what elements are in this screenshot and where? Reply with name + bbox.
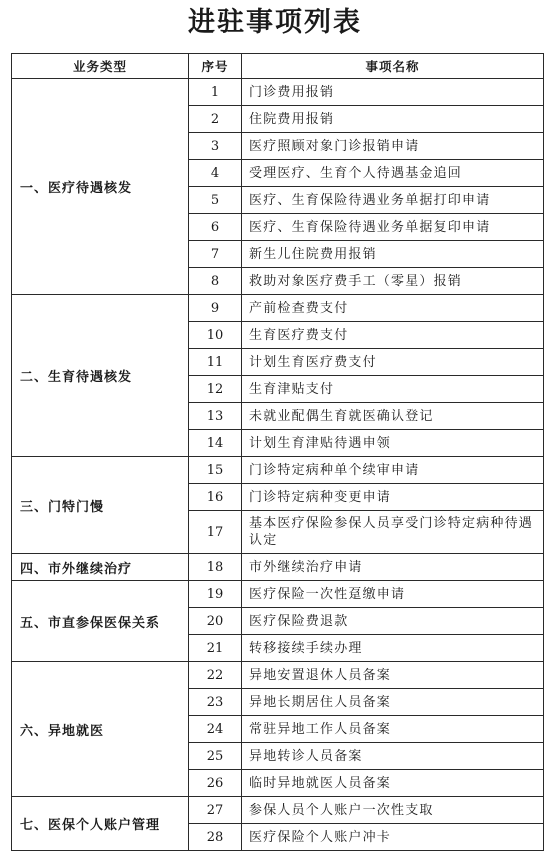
item-number-cell: 25	[189, 743, 242, 770]
item-name-cell: 参保人员个人账户一次性支取	[242, 797, 544, 824]
item-name-cell: 生育津贴支付	[242, 376, 544, 403]
item-name-cell: 未就业配偶生育就医确认登记	[242, 403, 544, 430]
category-cell: 四、市外继续治疗	[12, 554, 189, 581]
item-number-cell: 6	[189, 214, 242, 241]
page-title: 进驻事项列表	[188, 7, 362, 38]
item-number-cell: 27	[189, 797, 242, 824]
item-number-cell: 4	[189, 160, 242, 187]
item-number-cell: 3	[189, 133, 242, 160]
item-name-cell: 医疗、生育保险待遇业务单据复印申请	[242, 214, 544, 241]
header-category: 业务类型	[12, 54, 189, 79]
table-row	[12, 662, 544, 689]
header-item: 事项名称	[242, 54, 544, 79]
item-number-cell: 1	[189, 79, 242, 106]
category-cell: 五、市直参保医保关系	[12, 581, 189, 662]
table-row	[12, 797, 544, 824]
item-number-cell: 5	[189, 187, 242, 214]
items-table	[11, 53, 544, 851]
item-number-cell: 8	[189, 268, 242, 295]
item-name-cell: 计划生育医疗费支付	[242, 349, 544, 376]
item-name-cell: 异地长期居住人员备案	[242, 689, 544, 716]
item-number-cell: 20	[189, 608, 242, 635]
header-row	[12, 54, 544, 79]
item-number-cell: 18	[189, 554, 242, 581]
category-cell: 二、生育待遇核发	[12, 295, 189, 457]
item-name-cell: 住院费用报销	[242, 106, 544, 133]
item-name-cell: 异地转诊人员备案	[242, 743, 544, 770]
item-number-cell: 24	[189, 716, 242, 743]
table-row	[12, 581, 544, 608]
item-name-cell: 受理医疗、生育个人待遇基金追回	[242, 160, 544, 187]
item-number-cell: 14	[189, 430, 242, 457]
item-name-cell: 医疗保险一次性趸缴申请	[242, 581, 544, 608]
item-number-cell: 28	[189, 824, 242, 851]
item-name-cell: 生育医疗费支付	[242, 322, 544, 349]
item-name-cell: 计划生育津贴待遇申领	[242, 430, 544, 457]
category-cell: 七、医保个人账户管理	[12, 797, 189, 851]
item-name-cell: 常驻异地工作人员备案	[242, 716, 544, 743]
item-number-cell: 2	[189, 106, 242, 133]
item-name-cell: 临时异地就医人员备案	[242, 770, 544, 797]
item-number-cell: 21	[189, 635, 242, 662]
item-number-cell: 12	[189, 376, 242, 403]
item-name-cell: 基本医疗保险参保人员享受门诊特定病种待遇认定	[242, 511, 544, 554]
item-name-cell: 市外继续治疗申请	[242, 554, 544, 581]
item-name-cell: 救助对象医疗费手工（零星）报销	[242, 268, 544, 295]
category-cell: 三、门特门慢	[12, 457, 189, 554]
item-name-cell: 异地安置退休人员备案	[242, 662, 544, 689]
item-name-cell: 门诊特定病种变更申请	[242, 484, 544, 511]
item-number-cell: 19	[189, 581, 242, 608]
item-name-cell: 医疗、生育保险待遇业务单据打印申请	[242, 187, 544, 214]
item-name-cell: 医疗保险个人账户冲卡	[242, 824, 544, 851]
item-number-cell: 16	[189, 484, 242, 511]
item-name-cell: 转移接续手续办理	[242, 635, 544, 662]
category-cell: 一、医疗待遇核发	[12, 79, 189, 295]
item-number-cell: 23	[189, 689, 242, 716]
item-name-cell: 产前检查费支付	[242, 295, 544, 322]
item-number-cell: 9	[189, 295, 242, 322]
table-row	[12, 295, 544, 322]
item-name-cell: 医疗照顾对象门诊报销申请	[242, 133, 544, 160]
item-name-cell: 门诊特定病种单个续审申请	[242, 457, 544, 484]
item-number-cell: 11	[189, 349, 242, 376]
table-row	[12, 457, 544, 484]
item-number-cell: 13	[189, 403, 242, 430]
category-cell: 六、异地就医	[12, 662, 189, 797]
item-name-cell: 门诊费用报销	[242, 79, 544, 106]
item-number-cell: 17	[189, 511, 242, 554]
header-number: 序号	[189, 54, 242, 79]
table-body	[12, 79, 544, 851]
table-row	[12, 554, 544, 581]
item-number-cell: 15	[189, 457, 242, 484]
item-name-cell: 新生儿住院费用报销	[242, 241, 544, 268]
table-row	[12, 79, 544, 106]
item-number-cell: 10	[189, 322, 242, 349]
item-number-cell: 26	[189, 770, 242, 797]
item-number-cell: 7	[189, 241, 242, 268]
item-number-cell: 22	[189, 662, 242, 689]
item-name-cell: 医疗保险费退款	[242, 608, 544, 635]
